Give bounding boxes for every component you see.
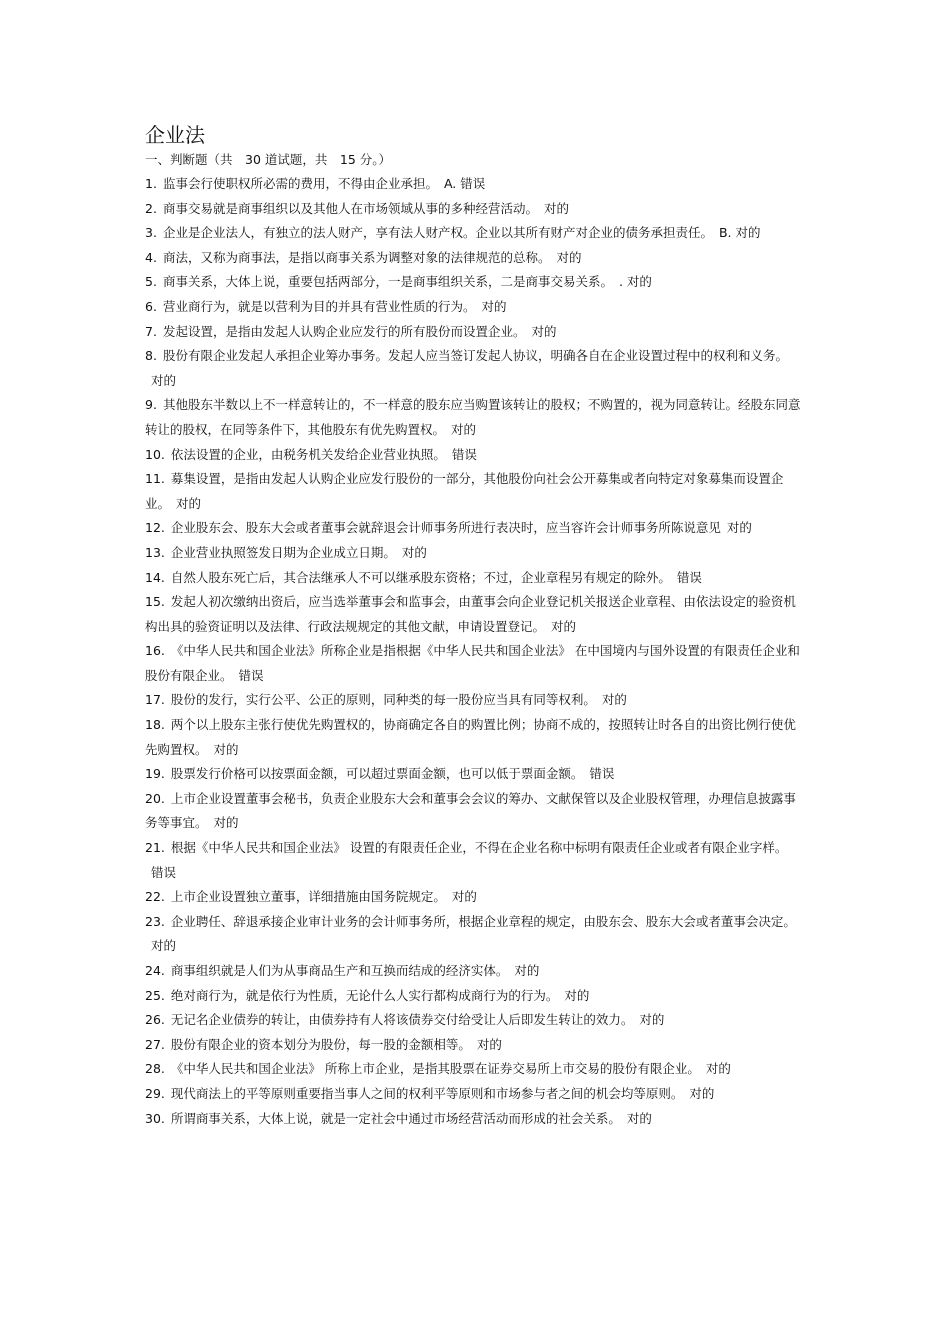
question-item xyxy=(145,1033,805,1058)
question-item xyxy=(145,443,805,468)
question-answer: 错误 xyxy=(151,864,177,880)
question-text: 上市企业设置独立董事，详细措施由国务院规定。 xyxy=(170,889,446,905)
question-answer: 对的 xyxy=(151,372,177,388)
question-answer: 对的 xyxy=(639,1012,665,1028)
question-text: 其他股东半数以上不一样意转让的，不一样意的股东应当购置该转让的股权；不购置的，视为同意转让。经股东同意转让的股权，在同等条件下，其他股东有优先购置权。 xyxy=(145,397,801,437)
question-answer: 错误 xyxy=(451,446,477,462)
question-number: 23. xyxy=(145,913,165,929)
question-item xyxy=(145,713,805,762)
question-text: 营业商行为，就是以营利为目的并具有营业性质的行为。 xyxy=(162,298,476,314)
question-text: 现代商法上的平等原则重要指当事人之间的权利平等原则和市场参与者之间的机会均等原则。 xyxy=(170,1085,684,1101)
question-number: 4. xyxy=(145,249,157,265)
question-item xyxy=(145,787,805,836)
question-item xyxy=(145,566,805,591)
document-title: 企业法 xyxy=(145,123,205,147)
question-item xyxy=(145,197,805,222)
question-number: 5. xyxy=(145,274,157,290)
question-answer: 对的 xyxy=(626,1110,652,1126)
question-item xyxy=(145,344,805,393)
question-number: 27. xyxy=(145,1036,165,1052)
question-item xyxy=(145,885,805,910)
question-number: 22. xyxy=(145,889,165,905)
question-text: 发起设置，是指由发起人认购企业应发行的所有股份而设置企业。 xyxy=(162,323,526,339)
question-text: 募集设置，是指由发起人认购企业应发行股份的一部分，其他股份向社会公开募集或者向特定对象募集而设置企业。 xyxy=(145,471,784,511)
question-item xyxy=(145,270,805,295)
question-text: 商事关系，大体上说，重要包括两部分，一是商事组织关系，二是商事交易关系。 xyxy=(162,274,613,290)
question-text: 依法设置的企业，由税务机关发给企业营业执照。 xyxy=(170,446,446,462)
question-number: 24. xyxy=(145,963,165,978)
question-text: 商事组织就是人们为从事商品生产和互换而结成的经济实体。 xyxy=(170,963,509,978)
question-answer: 错误 xyxy=(676,569,702,585)
question-answer: 对的 xyxy=(481,298,507,314)
question-text: 股份有限企业发起人承担企业筹办事务。发起人应当签订发起人协议，明确各自在企业设置过程中的权利和义务。 xyxy=(162,348,788,364)
question-number: 30. xyxy=(145,1110,165,1126)
question-answer: 对的 xyxy=(176,495,202,511)
question-number: 11. xyxy=(145,471,165,487)
question-text: 企业营业执照签发日期为企业成立日期。 xyxy=(170,544,396,560)
question-answer: 对的 xyxy=(531,323,557,339)
question-text: 《中华人民共和国企业法》 所称上市企业，是指其股票在证券交易所上市交易的股份有限企业。 xyxy=(170,1061,700,1077)
document-page xyxy=(145,120,805,1131)
question-item xyxy=(145,1008,805,1033)
question-number: 19. xyxy=(145,766,165,782)
question-text: 股份的发行，实行公平、公正的原则，同种类的每一股份应当具有同等权利。 xyxy=(170,692,596,708)
question-number: 18. xyxy=(145,717,165,733)
question-number: 17. xyxy=(145,692,165,708)
question-answer: A. 错误 xyxy=(443,176,486,191)
question-text: 股份有限企业的资本划分为股份，每一股的金额相等。 xyxy=(170,1036,471,1052)
question-answer: 对的 xyxy=(551,618,577,634)
question-answer: 对的 xyxy=(556,249,582,265)
question-number: 26. xyxy=(145,1012,165,1028)
question-answer: 对的 xyxy=(514,963,540,978)
question-text: 上市企业设置董事会秘书，负责企业股东大会和董事会会议的筹办、文献保管以及企业股权管理，办理信息披露事务等事宜。 xyxy=(145,790,796,831)
question-number: 20. xyxy=(145,790,165,806)
question-item xyxy=(145,172,805,197)
question-text: 商法，又称为商事法，是指以商事关系为调整对象的法律规范的总称。 xyxy=(162,249,551,265)
question-text: 企业股东会、股东大会或者董事会就辞退会计师事务所进行表决时，应当容许会计师事务所陈说意见 xyxy=(170,520,721,536)
question-answer: 对的 xyxy=(726,520,752,536)
question-text: 根据《中华人民共和国企业法》 设置的有限责任企业，不得在企业名称中标明有限责任企业或者有限企业字样。 xyxy=(170,840,788,856)
question-item xyxy=(145,688,805,713)
question-text: 无记名企业债券的转让，由债券持有人将该债券交付给受让人后即发生转让的效力。 xyxy=(170,1012,634,1028)
question-item xyxy=(145,1107,805,1132)
question-answer: 对的 xyxy=(689,1085,715,1101)
question-answer: 对的 xyxy=(213,741,239,757)
question-answer: 对的 xyxy=(705,1061,731,1077)
question-text: 股票发行价格可以按票面金额，可以超过票面金额，也可以低于票面金额。 xyxy=(170,766,584,782)
question-item xyxy=(145,393,805,442)
question-item xyxy=(145,910,805,959)
question-item xyxy=(145,541,805,566)
question-item xyxy=(145,639,805,688)
question-answer: 错误 xyxy=(238,667,264,683)
question-number: 1. xyxy=(145,176,157,191)
question-number: 3. xyxy=(145,225,157,241)
question-list xyxy=(145,172,805,1131)
question-number: 12. xyxy=(145,520,165,536)
question-item xyxy=(145,762,805,787)
question-number: 29. xyxy=(145,1085,165,1101)
question-text: 绝对商行为，就是依行为性质，无论什么人实行都构成商行为的行为。 xyxy=(170,987,559,1003)
question-answer: 错误 xyxy=(589,766,615,782)
question-answer: 对的 xyxy=(601,692,627,708)
question-number: 16. xyxy=(145,643,165,659)
question-number: 2. xyxy=(145,200,157,216)
question-answer: . 对的 xyxy=(618,274,652,290)
section-header: 一、判断题（共 30 道试题，共 15 分。） xyxy=(145,152,392,167)
question-answer: 对的 xyxy=(451,421,477,437)
question-text: 发起人初次缴纳出资后，应当选举董事会和监事会，由董事会向企业登记机关报送企业章程、由依法设定的验资机构出具的验资证明以及法律、行政法规规定的其他文献，申请设置登记。 xyxy=(145,594,796,634)
question-text: 《中华人民共和国企业法》所称企业是指根据《中华人民共和国企业法》 在中国境内与国外设置的有限责任企业和股份有限企业。 xyxy=(145,643,800,683)
question-number: 13. xyxy=(145,544,165,560)
question-number: 7. xyxy=(145,323,157,339)
question-text: 企业是企业法人，有独立的法人财产，享有法人财产权。企业以其所有财产对企业的债务承担责任。 xyxy=(162,225,713,241)
question-item xyxy=(145,221,805,246)
question-item xyxy=(145,984,805,1009)
question-number: 10. xyxy=(145,446,165,462)
question-text: 企业聘任、辞退承接企业审计业务的会计师事务所，根据企业章程的规定，由股东会、股东大会或者董事会决定。 xyxy=(170,913,796,929)
question-number: 25. xyxy=(145,987,165,1003)
question-text: 监事会行使职权所必需的费用，不得由企业承担。 xyxy=(162,176,438,191)
question-number: 9. xyxy=(145,397,157,413)
question-answer: 对的 xyxy=(213,815,239,831)
question-answer: B. 对的 xyxy=(718,225,761,241)
question-number: 14. xyxy=(145,569,165,585)
question-text: 两个以上股东主张行使优先购置权的，协商确定各自的购置比例；协商不成的，按照转让时各自的出资比例行使优先购置权。 xyxy=(145,717,796,757)
question-text: 所谓商事关系，大体上说，就是一定社会中通过市场经营活动而形成的社会关系。 xyxy=(170,1110,621,1126)
question-item xyxy=(145,516,805,541)
question-number: 28. xyxy=(145,1061,165,1077)
question-item xyxy=(145,246,805,271)
question-answer: 对的 xyxy=(401,544,427,560)
question-number: 6. xyxy=(145,298,157,314)
question-number: 8. xyxy=(145,348,157,364)
question-text: 自然人股东死亡后，其合法继承人不可以继承股东资格；不过，企业章程另有规定的除外。 xyxy=(170,569,671,585)
question-item xyxy=(145,295,805,320)
question-item xyxy=(145,959,805,984)
question-answer: 对的 xyxy=(451,889,477,905)
question-number: 21. xyxy=(145,840,165,856)
question-item xyxy=(145,1057,805,1082)
question-answer: 对的 xyxy=(543,200,569,216)
question-number: 15. xyxy=(145,594,165,610)
question-item xyxy=(145,590,805,639)
question-text: 商事交易就是商事组织以及其他人在市场领域从事的多种经营活动。 xyxy=(162,200,538,216)
question-item xyxy=(145,320,805,345)
question-item xyxy=(145,1082,805,1107)
question-item xyxy=(145,467,805,516)
question-answer: 对的 xyxy=(476,1036,502,1052)
question-item xyxy=(145,836,805,885)
question-answer: 对的 xyxy=(564,987,590,1003)
question-answer: 对的 xyxy=(151,938,177,954)
